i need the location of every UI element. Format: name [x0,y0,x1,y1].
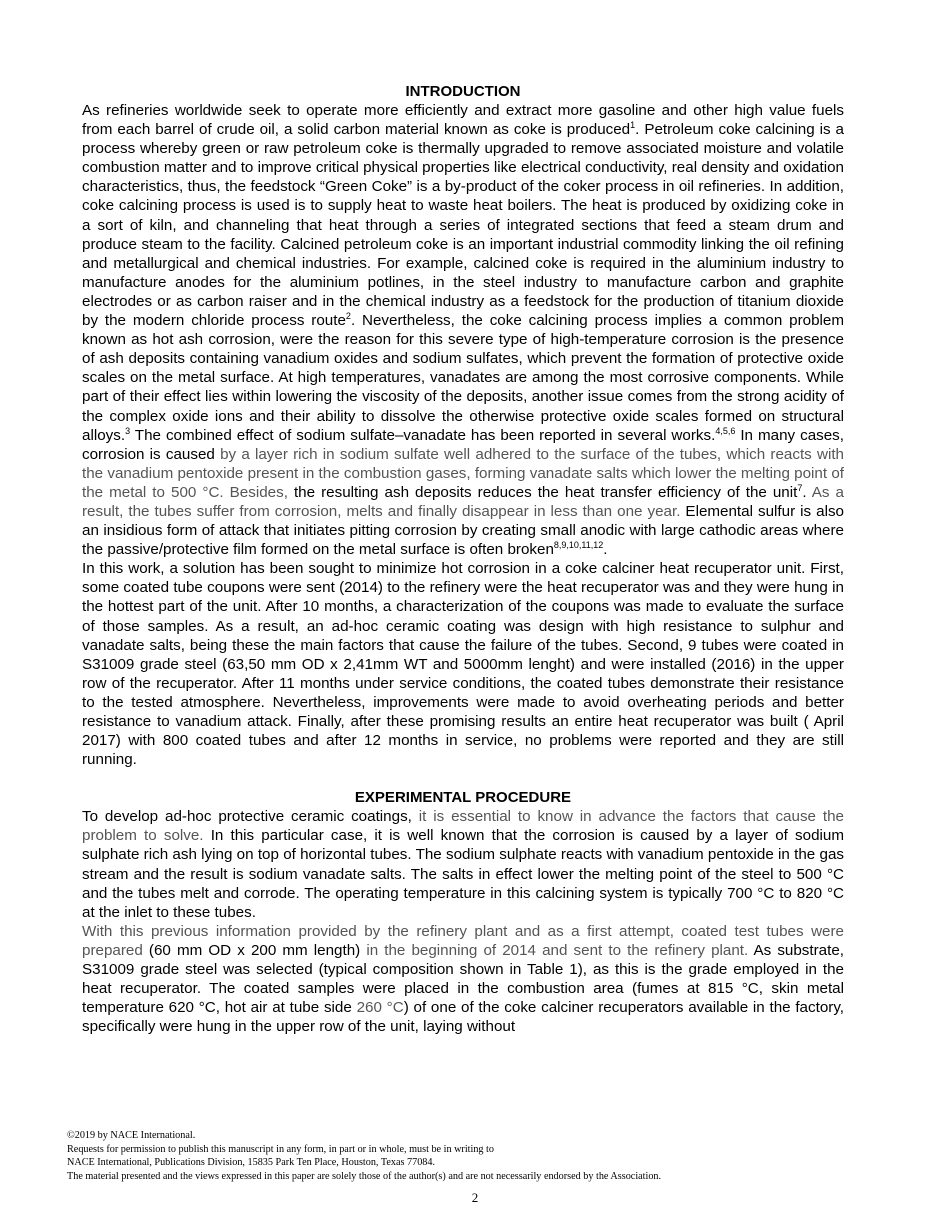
publisher-address: NACE International, Publications Division, 15835 Park Ten Place, Houston, Texas 77084. [67,1157,436,1169]
text-segment: . [802,483,812,501]
experimental-paragraph-2 [82,922,844,1037]
text-segment: As refineries worldwide seek to operate more efficiently and extract more gasoline and other high value fuels from each barrel of crude oil, a solid carbon material known as coke is produced [82,102,844,139]
page-footer [67,1129,887,1184]
copyright-notice: ©2019 by NACE International. [67,1130,196,1141]
text-segment: To develop ad-hoc protective ceramic coatings, [82,808,419,826]
introduction-heading: INTRODUCTION [405,83,521,100]
introduction-paragraph-2: In this work, a solution has been sought to minimize hot corrosion in a coke calciner heat recuperator unit. First, some coated tube coupons were sent (2014) to the refinery were the heat recuperator was and they were hung in the hottest part of the unit. After 10 months, a characterization of the coupons was made to evaluate the surface of those samples. As a result, an ad-hoc ceramic coating was design with high resistance to sulphur and vanadate salts, being these the main factors that cause the failure of the tubes. Second, 9 tubes were coated in S31009 grade steel (63,50 mm OD x 2,41mm WT and 5000mm lenght) and were installed (2016) in the upper row of the recuperator. After 11 months under service conditions, the coated tubes demonstrate their resistance to the tested atmosphere. Nevertheless, improvements were made to avoid overheating periods and better resistance to vanadium attack. Finally, after these promising results an entire heat recuperator was built ( April 2017) with 800 coated tubes and after 12 months in service, no problems were reported and they are still running. [82,560,844,769]
reference-superscript: 3 [125,425,131,436]
muted-text-segment: by a layer rich in sodium sulfate well adhered to the surface of the tubes, which reacts with the vanadium pentoxide present in the combustion gases, forming vanadate salts which lower the melting point of the metal to 500 °C. Besides, [82,445,844,501]
text-segment: the resulting ash deposits reduces the heat transfer efficiency of the unit [293,483,798,501]
page-number: 2 [471,1190,479,1205]
reference-superscript: 7 [797,482,803,493]
reference-superscript: 4,5,6 [715,425,736,436]
section-spacer [82,769,844,788]
reference-superscript: 1 [630,120,636,131]
text-segment: The combined effect of sodium sulfate–vanadate has been reported in several works. [130,426,716,444]
introduction-paragraph-1 [82,101,844,559]
muted-text-segment: With this previous information provided by the refinery plant and as a first attempt, coated test tubes were prepared [82,922,844,959]
reference-superscript: 2 [345,311,351,322]
text-segment: ) of one of the coke calciner recuperators available in the factory, specifically were hung in the upper row of the unit, laying without [82,999,845,1036]
muted-text-segment: 260 °C [356,999,404,1017]
text-segment: . Petroleum coke calcining is a process whereby green or raw petroleum coke is thermally upgraded to remove associated moisture and volatile combustion matter and to improve critical physical properties like electrical conductivity, real density and oxidation characteristics, thus, the feedstock “Green Coke” is a by-product of the coker process in oil refineries. In addition, coke calcining process is used is to supply heat to waste heat boilers. The heat is produced by oxidizing coke in a sort of kiln, and channeling that heat through a series of integrated sections that feed a steam drum and produce steam to the facility. Calcined petroleum coke is an important industrial commodity linking the oil refining and metallurgical and chemical industries. For example, calcined coke is required in the aluminium industry to manufacture anodes for the aluminium potlines, in the steel industry to manufacture carbon and graphite electrodes or as carbon raiser and in the chemical industry as a feedstock for the production of titanium dioxide by the modern chloride process route [82,121,844,330]
muted-text-segment: As a result, the tubes suffer from corrosion, melts and finally disappear in less than one year. [82,483,844,520]
text-segment: As substrate, S31009 grade steel was selected (typical composition shown in Table 1), as this is the grade employed in the heat recuperator. The coated samples were placed in the combustion area (fumes at 815 °C, skin metal temperature 620 °C, hot air at tube side [82,941,845,1017]
text-segment: . [603,541,608,559]
text-segment: Elemental sulfur is also an insidious form of attack that initiates pitting corrosion by creating small anodic with large cathodic areas where the passive/protective film formed on the metal surface is often broken [82,502,844,559]
experimental-paragraph-1 [82,807,844,922]
muted-text-segment: it is essential to know in advance the factors that cause the problem to solve. [82,808,844,845]
muted-text-segment: in the beginning of 2014 and sent to the refinery plant. [360,941,749,959]
text-segment: (60 mm OD x 200 mm length) [148,941,361,959]
reference-superscript: 8,9,10,11,12 [553,540,604,551]
permission-notice: Requests for permission to publish this manuscript in any form, in part or in whole, must be in writing to [67,1143,494,1155]
experimental-procedure-heading: EXPERIMENTAL PROCEDURE [354,789,572,807]
text-segment: . Nevertheless, the coke calcining process implies a common problem known as hot ash corrosion, were the reason for this severe type of high-temperature corrosion is the presence of ash deposits containing vanadium oxides and sodium sulfates, which prevent the formation of protective oxide scales on the metal surface. At high temperatures, vanadates are among the most corrosive components. While part of their effect lies within lowering the viscosity of the deposits, another issue comes from the strong acidity of the complex oxide ions and their ability to dissolve the otherwise protective oxide scales formed on structural alloys. [82,312,844,444]
text-segment: In this particular case, it is well known that the corrosion is caused by a layer of sodium sulphate rich ash lying on top of horizontal tubes. The sodium sulphate reacts with vanadium pentoxide in the gas stream and the result is sodium vanadate salts. The salts in effect lower the melting point of the steel to 500 °C and the tubes melt and corrode. The operating temperature in this calcining system is typically 700 °C to 820 °C at the inlet to these tubes. [82,827,844,921]
text-segment: In many cases, corrosion is caused [82,426,844,463]
manuscript-page [82,82,844,1036]
disclaimer-notice: The material presented and the views expressed in this paper are solely those of the author(s) and are not necessarily endorsed by the Association. [67,1171,662,1183]
